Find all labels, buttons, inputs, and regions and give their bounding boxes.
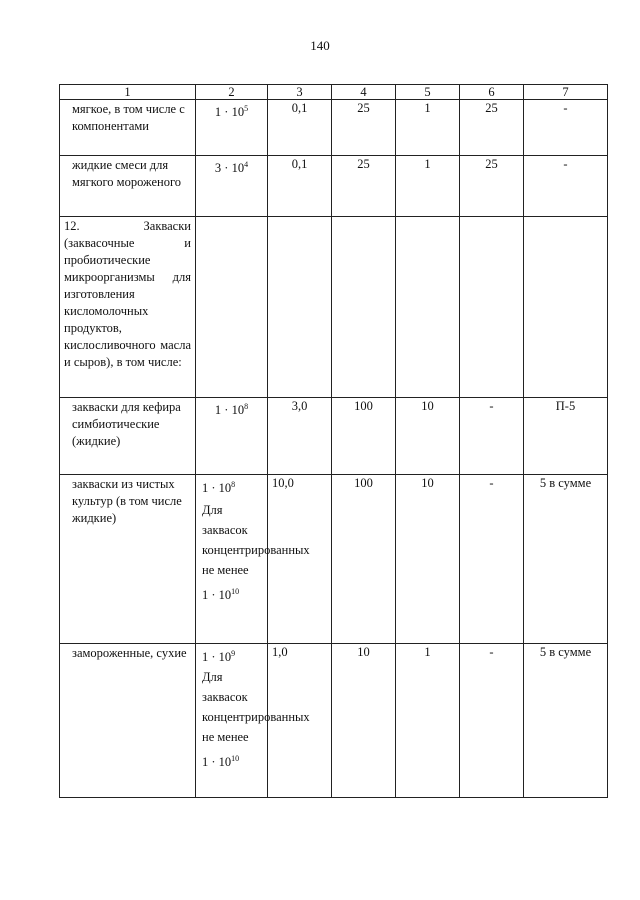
cell-col-7: - [524, 100, 608, 156]
page-number: 140 [310, 38, 330, 53]
cell-col-2 [196, 644, 310, 798]
cell-col-4: 100 [332, 475, 396, 644]
table-row [60, 475, 608, 644]
cell-col-7: П-5 [524, 398, 608, 475]
cell-col-2-note: Для заквасок концентрированных не менее [202, 670, 310, 744]
header-col-7: 7 [524, 85, 608, 100]
cell-col-6: - [460, 644, 524, 798]
cell-col-7: 5 в сумме [524, 644, 608, 798]
cell-col-4: 25 [332, 100, 396, 156]
table-row [60, 644, 608, 798]
cell-col-5: 10 [396, 398, 460, 475]
cell-col-4: 10 [332, 644, 396, 798]
cell-col-2-note-value: $1 \cdot 10^{10}$ [202, 754, 240, 769]
cell-col-6: - [460, 475, 524, 644]
table-header-row [60, 85, 608, 100]
cell-col-5: 10 [396, 475, 460, 644]
cell-col-2: $1 \cdot 10^8$ [196, 398, 268, 475]
cell-col-2-note-value: $1 \cdot 10^{10}$ [202, 587, 240, 602]
cell-col-3: 0,1 [268, 100, 332, 156]
table-row [60, 156, 608, 217]
header-col-3: 3 [268, 85, 332, 100]
cell-col-5: 1 [396, 156, 460, 217]
cell-col-3: 0,1 [268, 156, 332, 217]
cell-product-name: мягкое, в том числе с компонентами [60, 100, 196, 156]
cell-col-6 [460, 217, 524, 398]
cell-product-name: закваски для кефира симбиотические (жидкие) [60, 398, 196, 475]
cell-col-2 [196, 217, 268, 398]
specification-table [59, 84, 608, 798]
cell-col-3: 10,0 [268, 475, 332, 644]
cell-col-5: 1 [396, 644, 460, 798]
cell-col-6: 25 [460, 100, 524, 156]
cell-col-2: $1 \cdot 10^5$ [196, 100, 268, 156]
cell-col-5: 1 [396, 100, 460, 156]
cell-col-7: - [524, 156, 608, 217]
cell-col-5 [396, 217, 460, 398]
cell-product-name: замороженные, сухие [60, 644, 196, 798]
cell-col-3: 1,0 [268, 644, 332, 798]
cell-col-3 [268, 217, 332, 398]
cell-col-6: 25 [460, 156, 524, 217]
cell-col-4 [332, 217, 396, 398]
cell-col-2-note: Для заквасок концентрированных не менее [202, 503, 310, 577]
header-col-4: 4 [332, 85, 396, 100]
table-row [60, 217, 608, 398]
cell-col-2-value: $1 \cdot 10^8$ [202, 480, 236, 495]
header-col-6: 6 [460, 85, 524, 100]
header-col-1: 1 [60, 85, 196, 100]
header-col-5: 5 [396, 85, 460, 100]
cell-col-6: - [460, 398, 524, 475]
header-col-2: 2 [196, 85, 268, 100]
table-row [60, 398, 608, 475]
cell-col-7 [524, 217, 608, 398]
cell-col-2-value: $1 \cdot 10^9$ [202, 649, 236, 664]
table-row [60, 100, 608, 156]
cell-category-name: 12. Закваски (заквасочные и пробиотические микроорганизмы для изготовления кисломолочных продуктов, кислосливочного масла и сыров), в том числе: [60, 217, 196, 398]
cell-product-name: жидкие смеси для мягкого мороженого [60, 156, 196, 217]
cell-col-4: 100 [332, 398, 396, 475]
cell-col-7: 5 в сумме [524, 475, 608, 644]
cell-col-4: 25 [332, 156, 396, 217]
cell-col-3: 3,0 [268, 398, 332, 475]
cell-col-2: $3 \cdot 10^4$ [196, 156, 268, 217]
cell-product-name: закваски из чистых культур (в том числе жидкие) [60, 475, 196, 644]
